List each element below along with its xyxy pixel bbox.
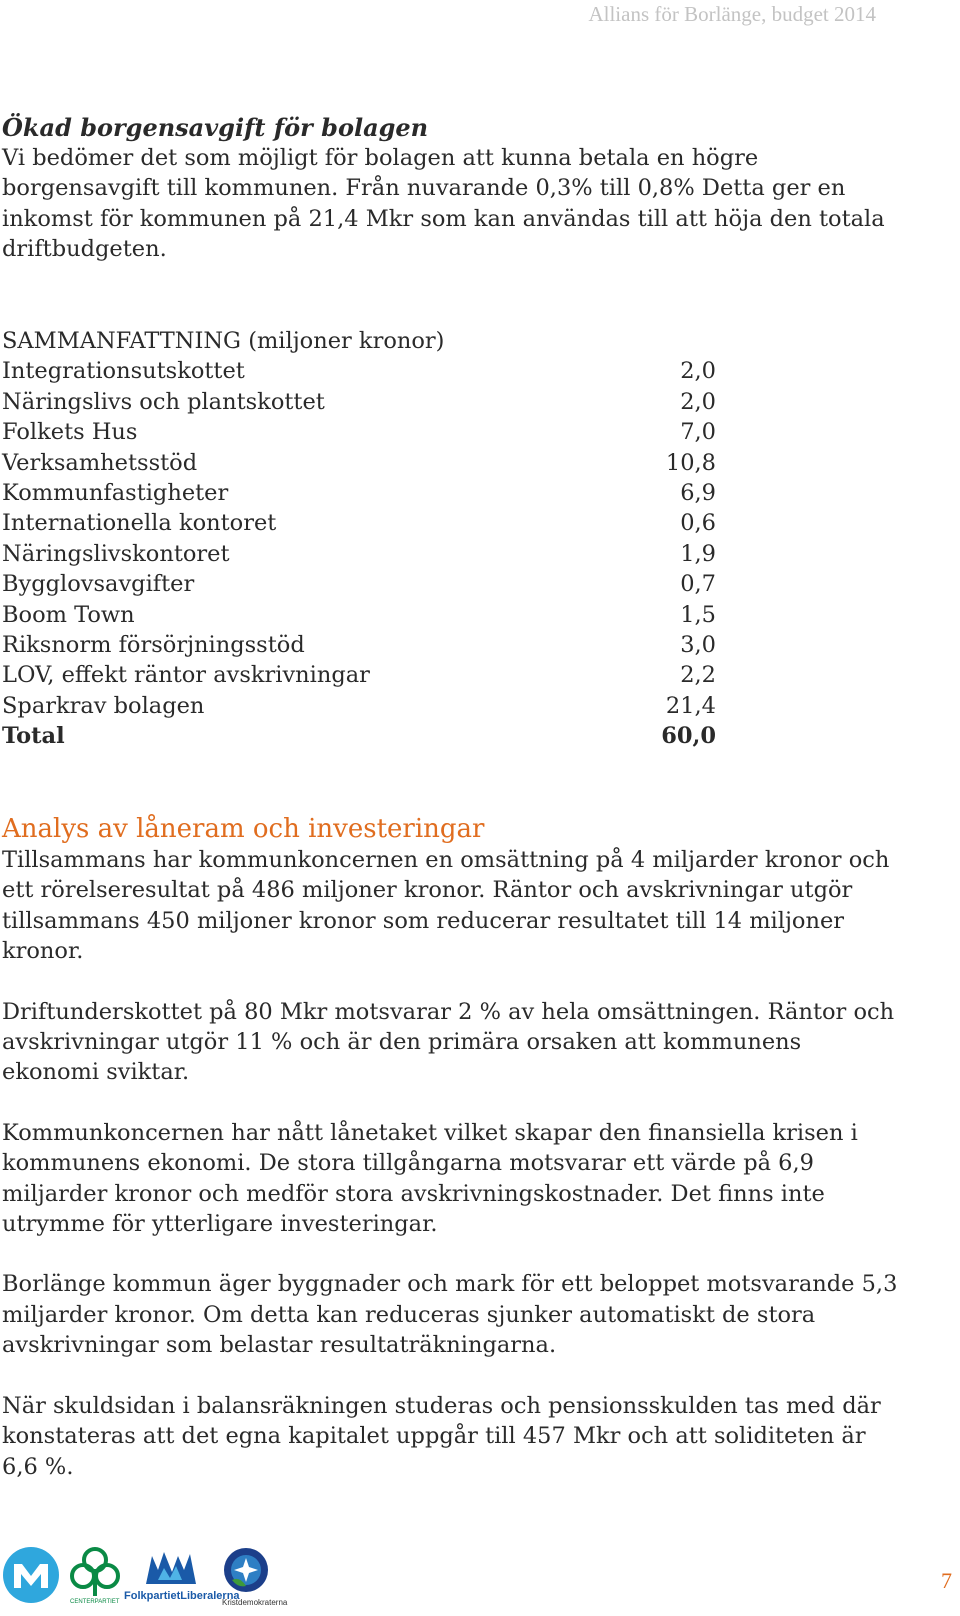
summary-row bbox=[2, 448, 716, 478]
summary-row-label: Bygglovsavgifter bbox=[2, 571, 195, 598]
summary-row-label: LOV, effekt räntor avskrivningar bbox=[2, 662, 370, 689]
summary-row-value: 0,7 bbox=[680, 571, 716, 598]
analysis-title: Analys av låneram och investeringar bbox=[2, 814, 485, 844]
summary-row bbox=[2, 600, 716, 630]
summary-row-label: Boom Town bbox=[2, 601, 135, 628]
summary-heading-title: SAMMANFATTNING bbox=[2, 328, 242, 354]
summary-row bbox=[2, 417, 716, 447]
analysis-paragraph: Kommunkoncernen har nått lånetaket vilket skapar den finansiella krisen i kommunens ekonomi. De stora tillgångarna motsvarar ett värde på 6,9 miljarder kronor och medför stora avskrivningskostnader. Det finns inte utrymme för ytterligare investeringar. bbox=[2, 1119, 858, 1238]
page-header: Allians för Borlänge, budget 2014 bbox=[588, 2, 876, 26]
summary-row-value: 6,9 bbox=[680, 480, 716, 507]
summary-row-label: Verksamhetsstöd bbox=[2, 449, 198, 476]
summary-table bbox=[2, 326, 722, 752]
summary-row bbox=[2, 478, 716, 508]
kristdemokraterna-logo bbox=[222, 1546, 288, 1612]
summary-row-label: Riksnorm försörjningsstöd bbox=[2, 632, 305, 659]
section-title: Ökad borgensavgift för bolagen bbox=[2, 113, 429, 142]
summary-row bbox=[2, 508, 716, 538]
analysis-paragraph: När skuldsidan i balansräkningen studeras och pensionsskulden tas med där konstateras att det egna kapitalet uppgår till 457 Mkr och att soliditeten är 6,6 %. bbox=[2, 1392, 881, 1480]
folkpartiet-logo bbox=[124, 1550, 240, 1612]
summary-row-label: Näringslivs och plantskottet bbox=[2, 388, 325, 415]
summary-row-label: Internationella kontoret bbox=[2, 510, 277, 537]
summary-total-label: Total bbox=[2, 723, 65, 750]
summary-row bbox=[2, 660, 716, 690]
summary-row-label: Sparkrav bolagen bbox=[2, 692, 205, 719]
kristdemokraterna-caption: Kristdemokraterna bbox=[222, 1598, 288, 1607]
analysis-paragraph: Driftunderskottet på 80 Mkr motsvarar 2 % av hela omsättningen. Räntor och avskrivningar utgör 11 % och är den primära orsaken att kommunens ekonomi sviktar. bbox=[2, 998, 895, 1086]
centerpartiet-logo bbox=[70, 1546, 120, 1612]
summary-row-label: Folkets Hus bbox=[2, 419, 138, 446]
summary-row bbox=[2, 691, 716, 721]
summary-row bbox=[2, 387, 716, 417]
summary-row-value: 2,0 bbox=[680, 388, 716, 415]
section-body: Vi bedömer det som möjligt för bolagen att kunna betala en högre borgensavgift till kommunen. Från nuvarande 0,3% till 0,8% Detta ger en inkomst för kommunen på 21,4 Mkr som kan användas till att höja den totala driftbudgeten. bbox=[2, 145, 885, 263]
summary-row-value: 1,9 bbox=[680, 540, 716, 567]
summary-row bbox=[2, 539, 716, 569]
summary-heading bbox=[2, 326, 722, 356]
summary-row-value: 2,0 bbox=[680, 358, 716, 385]
centerpartiet-caption: CENTERPARTIET bbox=[70, 1599, 120, 1605]
analysis-paragraph: Borlänge kommun äger byggnader och mark för ett beloppet motsvarande 5,3 miljarder kronor. Om detta kan reduceras sjunker automatiskt de stora avskrivningar som belastar resultaträkningarna. bbox=[2, 1271, 898, 1359]
summary-row-label: Näringslivskontoret bbox=[2, 540, 230, 567]
moderaterna-logo bbox=[2, 1546, 60, 1604]
summary-row bbox=[2, 569, 716, 599]
summary-total-value: 60,0 bbox=[661, 723, 716, 750]
summary-row bbox=[2, 356, 716, 386]
summary-row bbox=[2, 630, 716, 660]
summary-row-label: Integrationsutskottet bbox=[2, 358, 245, 385]
footer bbox=[0, 1546, 960, 1616]
summary-row-value: 10,8 bbox=[665, 449, 716, 476]
section-borgensavgift bbox=[2, 113, 902, 265]
section-analys bbox=[2, 813, 902, 1512]
folkpartiet-caption: FolkpartietLiberalerna bbox=[124, 1590, 240, 1602]
summary-row-value: 2,2 bbox=[680, 662, 716, 689]
summary-row-value: 21,4 bbox=[665, 692, 716, 719]
summary-row-value: 7,0 bbox=[680, 419, 716, 446]
summary-row-label: Kommunfastigheter bbox=[2, 480, 229, 507]
summary-row-value: 3,0 bbox=[680, 632, 716, 659]
page-number: 7 bbox=[941, 1568, 952, 1593]
summary-rows bbox=[2, 356, 722, 721]
summary-heading-unit: (miljoner kronor) bbox=[248, 328, 445, 354]
summary-total-row bbox=[2, 721, 716, 751]
summary-row-value: 1,5 bbox=[680, 601, 716, 628]
analysis-paragraph: Tillsammans har kommunkoncernen en omsättning på 4 miljarder kronor och ett rörelseresultat på 486 miljoner kronor. Räntor och avskrivningar utgör tillsammans 450 miljoner kronor som reducerar resultatet till 14 miljoner kronor. bbox=[2, 847, 890, 965]
summary-row-value: 0,6 bbox=[680, 510, 716, 537]
